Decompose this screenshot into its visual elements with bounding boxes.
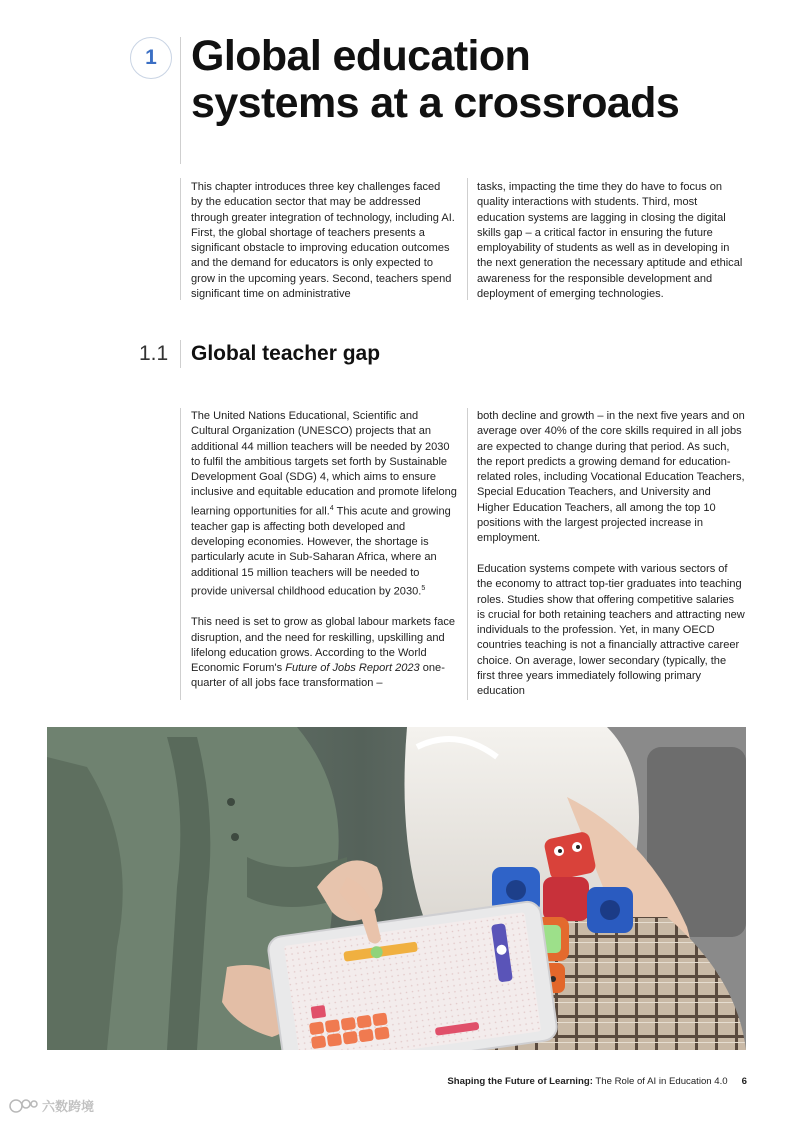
body-paragraph-4: Education systems compete with various sectors of the economy to attract top-tier graduates into teaching roles. Studies show that offering competitive salaries is crucial for both retaining teachers and attracting new individuals to the profession. Yet, in many OECD countries teaching is not a financially attractive career choice. On average, lower secondary (typically, the first three years immediately following primary education [477,562,745,698]
intro-column-divider [467,178,468,300]
intro-paragraph-2: tasks, impacting the time they do have to focus on quality interactions with students. Third, most education systems are lagging in closing the digital skills gap – a critical factor in ensuring the future employability of students as well as in developing in the next generation the necessary aptitude and ethical awareness for the responsible development and deployment of emerging technologies. [477,181,743,301]
intro-left-rule [180,178,181,300]
body-column-2 [477,409,745,700]
footer-report-title: The Role of AI in Education 4.0 [592,1076,728,1087]
report-title-italic: Future of Jobs Report 2023 [285,662,420,675]
footnote-ref-5[interactable]: 5 [421,584,426,592]
intro-column-2 [477,180,743,302]
watermark-text: 六数跨境 [42,1100,95,1115]
photo-illustration [47,727,746,1050]
tablet-learning-photo [47,727,746,1050]
page-number: 6 [741,1076,747,1087]
body-column-divider [467,408,468,700]
section-title: Global teacher gap [191,342,381,365]
chapter-divider-line [180,37,181,164]
chapter-title-line-2: systems at a crossroads [191,79,680,127]
intro-column-1 [191,180,455,302]
intro-paragraph-1: This chapter introduces three key challenges faced by the education sector that may be addressed through greater integration of technology, including AI. First, the global shortage of teachers presents a significant obstacle to improving education outcomes and the demand for educators is only expected to grow in the upcoming years. Second, teachers spend significant time on administrative [191,181,455,301]
body-paragraph-1-text-a: The United Nations Educational, Scientific and Cultural Organization (UNESCO) projects that an additional 44 million teachers will be needed by 2030 to fulfil the ambitious targets set forth by Sustainable Development Goal (SDG) 4, which aims to ensure inclusive and equitable education and promote lifelong learning opportunities for all. [191,410,457,518]
footnote-ref-4[interactable]: 4 [329,504,334,512]
chapter-title-line-1: Global education [191,32,531,80]
body-paragraph-2 [191,615,457,691]
footer-report-title-bold: Shaping the Future of Learning: [447,1076,593,1087]
section-divider-line [180,340,181,368]
chapter-title [191,33,751,127]
body-paragraph-2-text-b: one-quarter of all jobs face transformation – [191,662,445,690]
watermark [8,1096,108,1116]
watermark-logo-icon [8,1096,108,1116]
chapter-number-badge: 1 [130,37,172,79]
section-number: 1.1 [139,342,169,365]
body-left-rule [180,408,181,700]
body-paragraph-1 [191,409,457,600]
body-column-1 [191,409,457,692]
page-footer [447,1076,747,1087]
body-paragraph-2-text-a: This need is set to grow as global labour markets face disruption, and the need for reskilling, upskilling and lifelong education grows. According to the World Economic Forum's [191,616,456,675]
body-paragraph-1-text-b: This acute and growing teacher gap is affecting both developed and developing economies. However, the shortage is particularly acute in Sub-Saharan Africa, where an additional 15 million teachers will be needed to provide universal childhood education by 2030. [191,505,451,598]
body-paragraph-3: both decline and growth – in the next five years and on average over 40% of the core skills required in all jobs are expected to change during that period. As such, the report predicts a growing demand for education-related roles, including Vocational Education Teachers, Special Education Teachers, and University and Higher Education Teachers, all among the top 10 positions with the largest projected increase in employment. [477,410,745,545]
